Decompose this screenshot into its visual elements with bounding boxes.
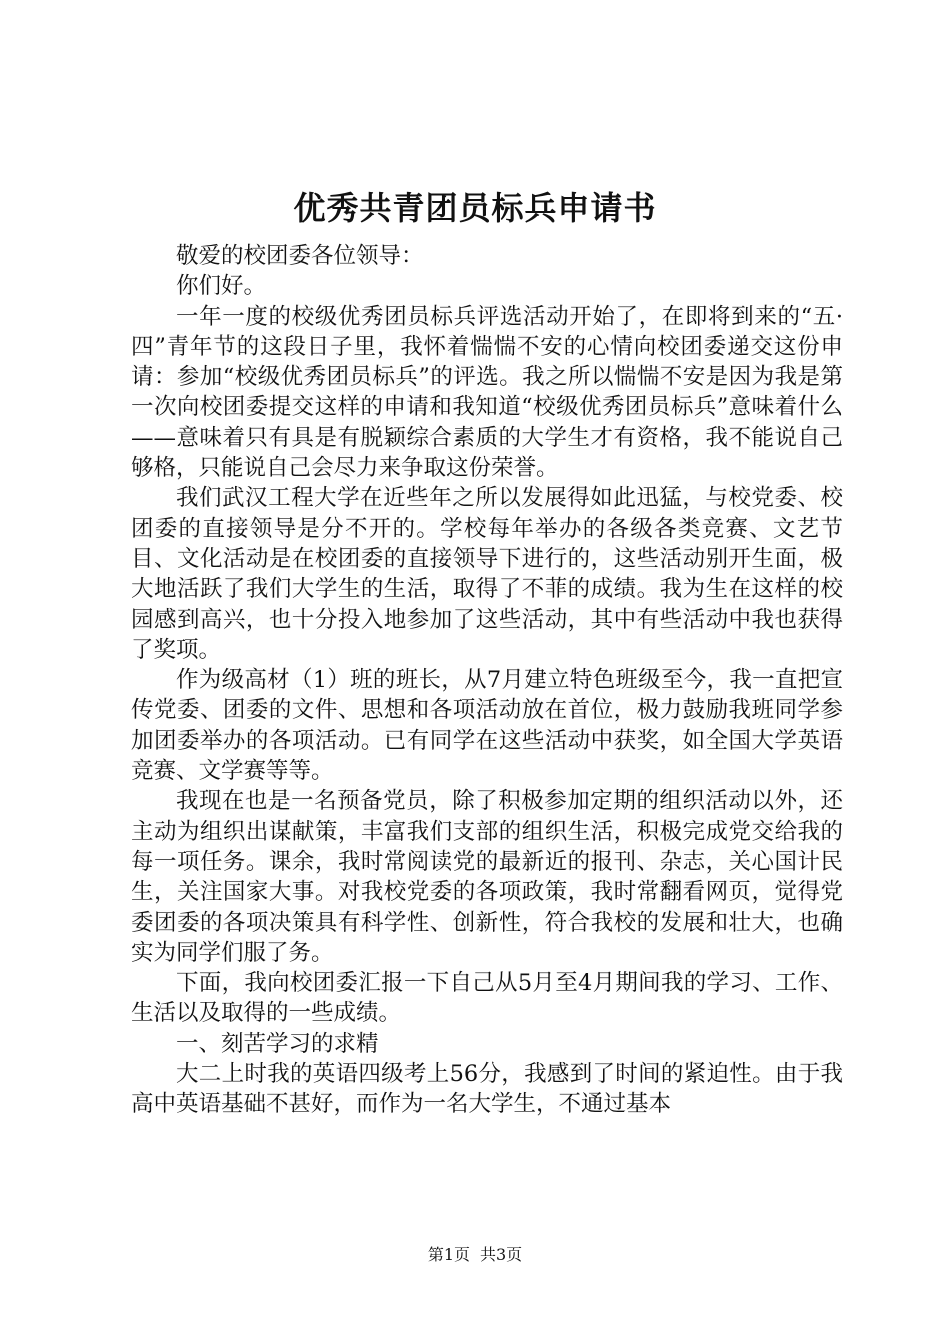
page-number: 第1页 [427, 1245, 470, 1264]
paragraph: 我们武汉工程大学在近些年之所以发展得如此迅猛，与校党委、校团委的直接领导是分不开的。学校每年举办的各级各类竞赛、文艺节目、文化活动是在校团委的直接领导下进行的，这些活动别开生面，极大地活跃了我们大学生的生活，取得了不菲的成绩。我为生在这样的校园感到高兴，也十分投入地参加了这些活动，其中有些活动中我也获得了奖项。 [131, 485, 843, 663]
paragraph: 一年一度的校级优秀团员标兵评选活动开始了，在即将到来的“五·四”青年节的这段日子里，我怀着惴惴不安的心情向校团委递交这份申请：参加“校级优秀团员标兵”的评选。我之所以惴惴不安是因为我是第一次向校团委提交这样的申请和我知道“校级优秀团员标兵”意味着什么——意味着只有具是有脱颖综合素质的大学生才有资格，我不能说自己够格，只能说自己会尽力来争取这份荣誉。 [131, 303, 843, 482]
page-footer [0, 1244, 950, 1266]
page-total: 共3页 [480, 1245, 523, 1264]
document-body [131, 241, 843, 1120]
salutation: 敬爱的校团委各位领导： [176, 243, 424, 269]
paragraph: 我现在也是一名预备党员，除了积极参加定期的组织活动以外，还主动为组织出谋献策，丰富我们支部的组织生活，积极完成党交给我的每一项任务。课余，我时常阅读党的最新近的报刊、杂志，关心国计民生，关注国家大事。对我校党委的各项政策，我时常翻看网页，觉得党委团委的各项决策具有科学性、创新性，符合我校的发展和壮大，也确实为同学们服了务。 [131, 788, 843, 966]
section-heading: 一、刻苦学习的求精 [176, 1030, 379, 1057]
paragraph: 作为级高材（1）班的班长，从7月建立特色班级至今，我一直把宣传党委、团委的文件、思想和各项活动放在首位，极力鼓励我班同学参加团委举办的各项活动。已有同学在这些活动中获奖，如全国大学英语竞赛、文学赛等等。 [131, 667, 843, 785]
paragraph: 大二上时我的英语四级考上56分，我感到了时间的紧迫性。由于我高中英语基础不甚好，而作为一名大学生，不通过基本 [131, 1061, 843, 1118]
paragraph: 下面，我向校团委汇报一下自己从5月至4月期间我的学习、工作、生活以及取得的一些成绩。 [131, 970, 843, 1027]
document-title: 优秀共青团员标兵申请书 [293, 189, 657, 227]
greeting: 你们好。 [176, 273, 267, 300]
